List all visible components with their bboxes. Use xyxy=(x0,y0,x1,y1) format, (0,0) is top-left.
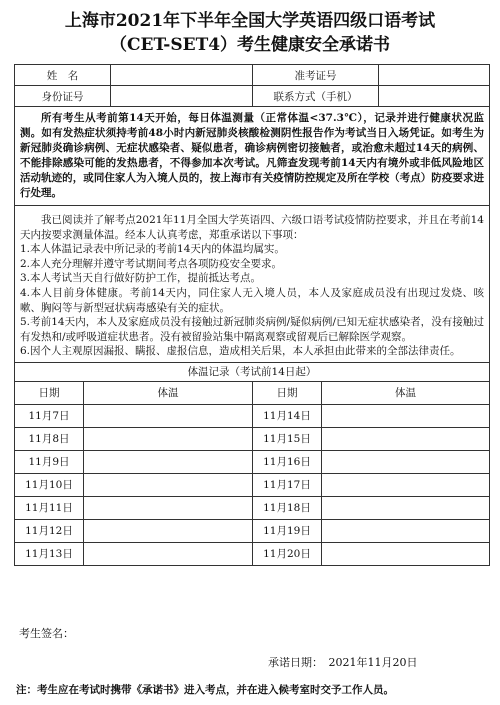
date-cell: 11月15日 xyxy=(253,428,322,450)
ticket-number-field[interactable] xyxy=(379,65,489,85)
id-number-label: 身份证号 xyxy=(15,86,111,106)
temperature-header: 体温 xyxy=(84,382,253,404)
name-label: 姓 名 xyxy=(15,65,111,85)
temperature-row xyxy=(15,405,489,428)
temperature-field[interactable] xyxy=(84,405,253,427)
contact-label: 联系方式（手机） xyxy=(253,86,379,106)
date-cell: 11月18日 xyxy=(253,497,322,519)
temperature-row xyxy=(15,474,489,497)
date-cell: 11月9日 xyxy=(15,451,84,473)
date-cell: 11月10日 xyxy=(15,474,84,496)
promise-item: 4.本人目前身体健康。考前14天内，同住家人无入境人员，本人及家庭成员没有出现过发烧、咳嗽、胸闷等与新型冠状病毒感染有关的症状。 xyxy=(20,286,484,314)
temperature-field[interactable] xyxy=(84,520,253,542)
date-cell: 11月13日 xyxy=(15,543,84,565)
promise-item: 5.考前14天内，本人及家庭成员没有接触过新冠肺炎病例/疑似病例/已知无症状感染者，没有接触过有发热和/或呼吸道症状患者。没有被留验站集中隔离观察或留观后已解除医学观察。 xyxy=(20,316,484,343)
contact-field[interactable] xyxy=(379,86,489,106)
form-title-line2: （CET-SET4）考生健康安全承诺书 xyxy=(109,35,391,55)
temperature-row xyxy=(15,428,489,451)
temperature-field[interactable] xyxy=(322,428,489,450)
name-field[interactable] xyxy=(111,65,253,85)
promise-item: 1.本人体温记录表中所记录的考前14天内的体温均属实。 xyxy=(20,243,285,256)
promise-date: 承诺日期： 2021年11月20日 xyxy=(268,656,418,669)
temperature-header: 体温 xyxy=(395,387,416,400)
date-cell: 11月20日 xyxy=(253,543,322,565)
temperature-field[interactable] xyxy=(84,497,253,519)
promise-section xyxy=(15,206,489,363)
temperature-field[interactable] xyxy=(322,474,489,496)
date-cell: 11月12日 xyxy=(15,520,84,542)
date-cell: 11月11日 xyxy=(15,497,84,519)
promise-intro: 我已阅读并了解考点2021年11月全国大学英语四、六级口语考试疫情防控要求，并且在考前14天内按要求测量体温。经本人认真考虑，郑重承诺以下事项： xyxy=(20,214,484,241)
form-title-line1: 上海市2021年下半年全国大学英语四级口语考试 xyxy=(64,11,436,31)
date-header: 日期 xyxy=(15,382,84,404)
temperature-row xyxy=(15,520,489,543)
signature-label: 考生签名： xyxy=(19,627,74,640)
promise-item: 6.因个人主观原因漏报、瞒报、虚报信息，造成相关后果，本人承担由此带来的全部法律责任。 xyxy=(20,345,461,358)
temperature-field[interactable] xyxy=(322,497,489,519)
date-cell: 11月17日 xyxy=(253,474,322,496)
id-number-field[interactable] xyxy=(111,86,253,106)
temperature-field[interactable] xyxy=(322,543,489,565)
date-cell: 11月19日 xyxy=(253,520,322,542)
date-cell: 11月16日 xyxy=(253,451,322,473)
date-header: 日期 xyxy=(253,382,322,404)
form-sheet xyxy=(14,64,490,566)
temperature-field[interactable] xyxy=(84,474,253,496)
temperature-field[interactable] xyxy=(322,405,489,427)
info-row-id xyxy=(15,86,489,107)
date-cell: 11月14日 xyxy=(253,405,322,427)
epidemic-notice: 所有考生从考前第14天开始，每日体温测量（正常体温<37.3℃），记录并进行健康状况监测。如有发热症状须持考前48小时内新冠肺炎核酸检测阴性报告作为考试当日入场凭证。如考生为新冠肺炎确诊病例、无症状感染者、疑似患者，确诊病例密切接触者，或治愈未超过14天的病例、不能排除感染可能的发热患者，不得参加本次考试。凡筛查发现考前14天内有境外或非低风险地区活动轨迹的，或同住家人为入境人员的，按上海市有关疫情防控规定及所在学校（考点）防疫要求进行处理。 xyxy=(15,107,489,206)
info-row-name xyxy=(15,65,489,86)
temperature-record-title: 体温记录（考试前14日起） xyxy=(15,363,489,382)
ticket-number-label: 准考证号 xyxy=(253,65,379,85)
date-cell: 11月7日 xyxy=(15,405,84,427)
temperature-field[interactable] xyxy=(322,520,489,542)
temperature-field[interactable] xyxy=(84,451,253,473)
temperature-field[interactable] xyxy=(84,543,253,565)
temperature-field[interactable] xyxy=(322,451,489,473)
temperature-field[interactable] xyxy=(84,428,253,450)
date-cell: 11月8日 xyxy=(15,428,84,450)
temperature-row xyxy=(15,497,489,520)
promise-item: 3.本人考试当天自行做好防护工作，提前抵达考点。 xyxy=(20,272,262,285)
footnote: 注：考生应在考试时携带《承诺书》进入考点，并在进入候考室时交予工作人员。 xyxy=(16,684,394,696)
promise-item: 2.本人充分理解并遵守考试期间考点各项防疫安全要求。 xyxy=(20,257,283,270)
temperature-row xyxy=(15,543,489,565)
temperature-header-row xyxy=(15,382,489,405)
temperature-row xyxy=(15,451,489,474)
